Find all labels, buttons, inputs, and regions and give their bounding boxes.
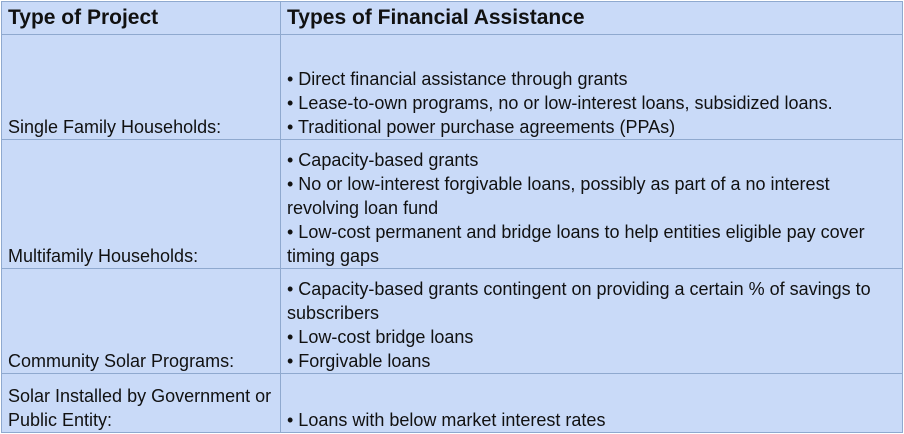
table-row (2, 140, 903, 269)
project-type-cell: Solar Installed by Government or Public Entity: (2, 374, 281, 433)
project-type-cell: Single Family Households: (2, 35, 281, 140)
table-header-row (2, 2, 903, 35)
assistance-item: • Capacity-based grants contingent on providing a certain % of savings to subscribers (287, 279, 871, 323)
table-row (2, 35, 903, 140)
assistance-cell (281, 374, 903, 433)
assistance-item: • Capacity-based grants (287, 150, 479, 170)
table-row (2, 374, 903, 433)
project-type-cell: Multifamily Households: (2, 140, 281, 269)
financial-assistance-table (1, 1, 903, 433)
assistance-item: • Traditional power purchase agreements (PPAs) (287, 117, 676, 137)
assistance-cell (281, 140, 903, 269)
assistance-item: • Direct financial assistance through grants (287, 69, 628, 89)
assistance-item: • Low-cost permanent and bridge loans to help entities eligible pay cover timing gaps (287, 222, 865, 266)
table-row (2, 269, 903, 374)
assistance-cell (281, 35, 903, 140)
assistance-item: • No or low-interest forgivable loans, possibly as part of a no interest revolving loan fund (287, 174, 830, 218)
assistance-item: • Lease-to-own programs, no or low-interest loans, subsidized loans. (287, 93, 833, 113)
assistance-cell (281, 269, 903, 374)
assistance-item: • Forgivable loans (287, 351, 431, 371)
header-types-of-financial-assistance: Types of Financial Assistance (281, 2, 903, 35)
header-type-of-project: Type of Project (2, 2, 281, 35)
assistance-item: • Loans with below market interest rates (287, 410, 606, 430)
assistance-item: • Low-cost bridge loans (287, 327, 474, 347)
project-type-cell: Community Solar Programs: (2, 269, 281, 374)
